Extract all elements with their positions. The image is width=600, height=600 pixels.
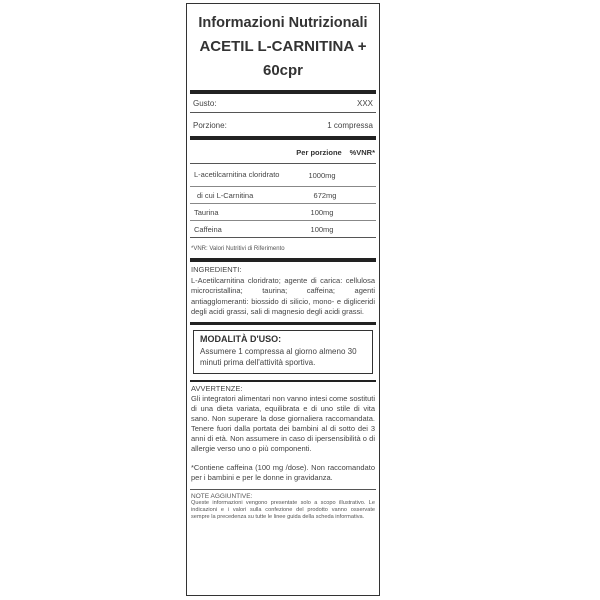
col-vnr: %VNR*	[349, 148, 375, 157]
nutrient-value: 672mg	[313, 190, 337, 200]
nutrient-row	[190, 164, 376, 186]
notes-text: Queste informazioni vengono presentate solo a scopo illustrativo. Le indicazioni e i valori sulla confezione del prodotto vanno osservate sempre la precedenza su tutte le linee guida della scheda informativa.	[191, 499, 375, 520]
notes-heading: NOTE AGGIUNTIVE:	[191, 492, 253, 500]
ingredients-heading: INGREDIENTI:	[191, 265, 242, 274]
taste-row	[187, 97, 379, 109]
title-block	[187, 4, 379, 83]
usage-heading: MODALITÀ D'USO:	[200, 333, 282, 344]
nutrient-name: Taurina	[194, 207, 219, 217]
usage-text: Assumere 1 compressa al giorno almeno 30 minuti prima dell'attività sportiva.	[200, 346, 357, 367]
product-name-line2: 60cpr	[262, 62, 304, 79]
label-title: Informazioni Nutrizionali	[198, 15, 368, 31]
nutrition-header	[187, 146, 379, 159]
nutrition-label	[186, 3, 380, 596]
nutrient-row	[190, 203, 376, 220]
nutrient-value: 100mg	[310, 224, 334, 234]
vnr-footnote: *VNR: Valori Nutritivi di Riferimento	[191, 246, 285, 252]
ingredients-text: L-Acetilcarnitina cloridrato; agente di carica: cellulosa microcristallina; taurina; caffeina; agenti antiagglomeranti: biossido di silicio, mono- e digliceridi degli acidi grassi, sali di magnesio degli acidi grassi.	[191, 275, 375, 316]
nutrient-row	[190, 220, 376, 237]
serving-label: Porzione:	[193, 120, 227, 130]
warnings-text: Gli integratori alimentari non vanno intesi come sostituti di una dieta variata, equilibrata e di uno stile di vita sano. Non superare la dose giornaliera raccomandata. Tenere fuori dalla portata dei bambini al di sotto dei 3 anni di età. Non assumere in caso di ipersensibilità o di allergie verso uno o più componenti.	[191, 393, 375, 453]
col-per-serving: Per porzione	[296, 148, 342, 157]
nutrient-name: di cui L-Carnitina	[197, 190, 254, 200]
nutrient-value: 1000mg	[308, 170, 336, 180]
serving-row	[187, 119, 379, 131]
taste-label: Gusto:	[193, 98, 217, 108]
nutrient-name: L-acetilcarnitina cloridrato	[194, 170, 280, 179]
product-name-line1: ACETIL L-CARNITINA +	[199, 38, 367, 55]
nutrient-row	[190, 186, 376, 203]
serving-value: 1 compressa	[327, 120, 373, 130]
caffeine-note: *Contiene caffeina (100 mg /dose). Non raccomandato per i bambini e per le donne in gravidanza.	[191, 462, 375, 482]
taste-value: XXX	[356, 98, 373, 108]
nutrient-value: 100mg	[310, 207, 334, 217]
product-name	[187, 35, 379, 83]
usage-box	[193, 330, 373, 374]
nutrient-name: Caffeina	[194, 224, 222, 234]
warnings-heading: AVVERTENZE:	[191, 383, 243, 393]
